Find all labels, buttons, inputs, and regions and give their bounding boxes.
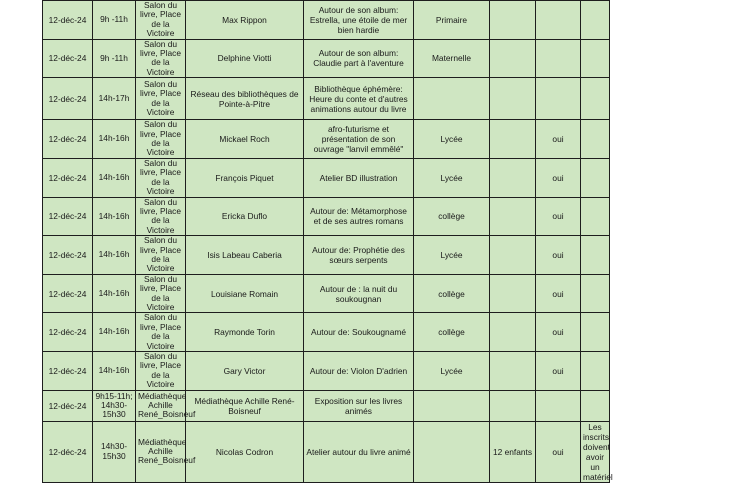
public-cell: Lycée: [414, 236, 490, 275]
table-row: [43, 274, 610, 313]
author-cell: Max Rippon: [186, 1, 304, 40]
author-cell: François Piquet: [186, 158, 304, 197]
notes-cell: [581, 78, 610, 120]
time-cell: 14h-16h: [93, 236, 136, 275]
activity-cell: afro-futurisme et présentation de son ouvrage "lanvil emmêlé": [304, 120, 414, 159]
public-cell: collège: [414, 274, 490, 313]
time-cell: 14h-16h: [93, 120, 136, 159]
notes-cell: [581, 274, 610, 313]
author-cell: Louisiane Romain: [186, 274, 304, 313]
notes-cell: [581, 158, 610, 197]
table-row: [43, 197, 610, 236]
date-cell: 12-déc-24: [43, 352, 93, 391]
place-cell: Salon du livre, Place de la Victoire: [136, 39, 186, 78]
time-cell: 14h-16h: [93, 158, 136, 197]
time-cell: 9h -11h: [93, 1, 136, 40]
participants-cell: [490, 352, 536, 391]
time-cell: 14h-16h: [93, 197, 136, 236]
date-cell: 12-déc-24: [43, 313, 93, 352]
activity-cell: Autour de son album: Estrella, une étoile de mer bien hardie: [304, 1, 414, 40]
place-cell: Salon du livre, Place de la Victoire: [136, 78, 186, 120]
activity-cell: Autour de: Violon D'adrien: [304, 352, 414, 391]
participants-cell: [490, 120, 536, 159]
table-row: [43, 158, 610, 197]
public-cell: Lycée: [414, 158, 490, 197]
time-cell: 14h30-15h30: [93, 421, 136, 482]
author-cell: Nicolas Codron: [186, 421, 304, 482]
public-cell: Maternelle: [414, 39, 490, 78]
date-cell: 12-déc-24: [43, 421, 93, 482]
confirmed-cell: [536, 78, 581, 120]
table-row: [43, 352, 610, 391]
notes-cell: [581, 390, 610, 421]
place-cell: Salon du livre, Place de la Victoire: [136, 236, 186, 275]
participants-cell: [490, 1, 536, 40]
notes-cell: [581, 313, 610, 352]
participants-cell: [490, 313, 536, 352]
confirmed-cell: oui: [536, 120, 581, 159]
time-cell: 14h-17h: [93, 78, 136, 120]
notes-cell: [581, 197, 610, 236]
participants-cell: [490, 78, 536, 120]
confirmed-cell: oui: [536, 313, 581, 352]
table-body: [43, 0, 613, 483]
public-cell: Lycée: [414, 120, 490, 159]
place-cell: Médiathèque Achille René_Boisneuf: [136, 390, 186, 421]
confirmed-cell: oui: [536, 352, 581, 391]
activity-cell: Autour de: Prophétie des sœurs serpents: [304, 236, 414, 275]
activity-cell: Autour de son album: Claudie part à l'aventure: [304, 39, 414, 78]
table-row: [43, 390, 610, 421]
notes-cell: [581, 120, 610, 159]
author-cell: Mickael Roch: [186, 120, 304, 159]
table-row: [43, 39, 610, 78]
activity-cell: Autour de: Métamorphose et de ses autres romans: [304, 197, 414, 236]
notes-cell: [581, 236, 610, 275]
participants-cell: [490, 390, 536, 421]
place-cell: Salon du livre, Place de la Victoire: [136, 274, 186, 313]
public-cell: collège: [414, 313, 490, 352]
time-cell: 14h-16h: [93, 274, 136, 313]
activity-cell: Exposition sur les livres animés: [304, 390, 414, 421]
confirmed-cell: oui: [536, 158, 581, 197]
confirmed-cell: oui: [536, 197, 581, 236]
table-row: [43, 236, 610, 275]
date-cell: 12-déc-24: [43, 158, 93, 197]
participants-cell: 12 enfants: [490, 421, 536, 482]
date-cell: 12-déc-24: [43, 274, 93, 313]
place-cell: Salon du livre, Place de la Victoire: [136, 313, 186, 352]
public-cell: collège: [414, 197, 490, 236]
time-cell: 14h-16h: [93, 313, 136, 352]
table-row: [43, 313, 610, 352]
table-row: [43, 1, 610, 40]
activity-cell: Autour de: Soukougnamé: [304, 313, 414, 352]
confirmed-cell: oui: [536, 421, 581, 482]
place-cell: Salon du livre, Place de la Victoire: [136, 197, 186, 236]
author-cell: Raymonde Torin: [186, 313, 304, 352]
participants-cell: [490, 236, 536, 275]
participants-cell: [490, 197, 536, 236]
date-cell: 12-déc-24: [43, 236, 93, 275]
table-row: [43, 421, 610, 482]
place-cell: Salon du livre, Place de la Victoire: [136, 352, 186, 391]
date-cell: 12-déc-24: [43, 390, 93, 421]
author-cell: Médiathèque Achille René-Boisneuf: [186, 390, 304, 421]
public-cell: Primaire: [414, 1, 490, 40]
date-cell: 12-déc-24: [43, 39, 93, 78]
table-row: [43, 78, 610, 120]
place-cell: Salon du livre, Place de la Victoire: [136, 120, 186, 159]
time-cell: 9h15-11h; 14h30-15h30: [93, 390, 136, 421]
schedule-table: [42, 0, 613, 483]
place-cell: Médiathèque Achille René_Boisneuf: [136, 421, 186, 482]
place-cell: Salon du livre, Place de la Victoire: [136, 158, 186, 197]
time-cell: 14h-16h: [93, 352, 136, 391]
table-row: [43, 120, 610, 159]
confirmed-cell: [536, 390, 581, 421]
date-cell: 12-déc-24: [43, 197, 93, 236]
participants-cell: [490, 158, 536, 197]
confirmed-cell: oui: [536, 274, 581, 313]
public-cell: [414, 421, 490, 482]
confirmed-cell: [536, 1, 581, 40]
time-cell: 9h -11h: [93, 39, 136, 78]
notes-cell: [581, 39, 610, 78]
date-cell: 12-déc-24: [43, 78, 93, 120]
author-cell: Delphine Viotti: [186, 39, 304, 78]
notes-cell: Les inscrits doivent avoir un matériel: [581, 421, 610, 482]
notes-cell: [581, 352, 610, 391]
public-cell: [414, 78, 490, 120]
date-cell: 12-déc-24: [43, 120, 93, 159]
public-cell: Lycée: [414, 352, 490, 391]
activity-cell: Bibliothèque éphémère: Heure du conte et d'autres animations autour du livre: [304, 78, 414, 120]
participants-cell: [490, 39, 536, 78]
notes-cell: [581, 1, 610, 40]
public-cell: [414, 390, 490, 421]
confirmed-cell: [536, 39, 581, 78]
place-cell: Salon du livre, Place de la Victoire: [136, 1, 186, 40]
author-cell: Gary Victor: [186, 352, 304, 391]
author-cell: Ericka Duflo: [186, 197, 304, 236]
activity-cell: Atelier autour du livre animé: [304, 421, 414, 482]
participants-cell: [490, 274, 536, 313]
activity-cell: Atelier BD illustration: [304, 158, 414, 197]
date-cell: 12-déc-24: [43, 1, 93, 40]
author-cell: Réseau des bibliothèques de Pointe-à-Pitre: [186, 78, 304, 120]
activity-cell: Autour de : la nuit du soukougnan: [304, 274, 414, 313]
confirmed-cell: oui: [536, 236, 581, 275]
author-cell: Isis Labeau Caberia: [186, 236, 304, 275]
